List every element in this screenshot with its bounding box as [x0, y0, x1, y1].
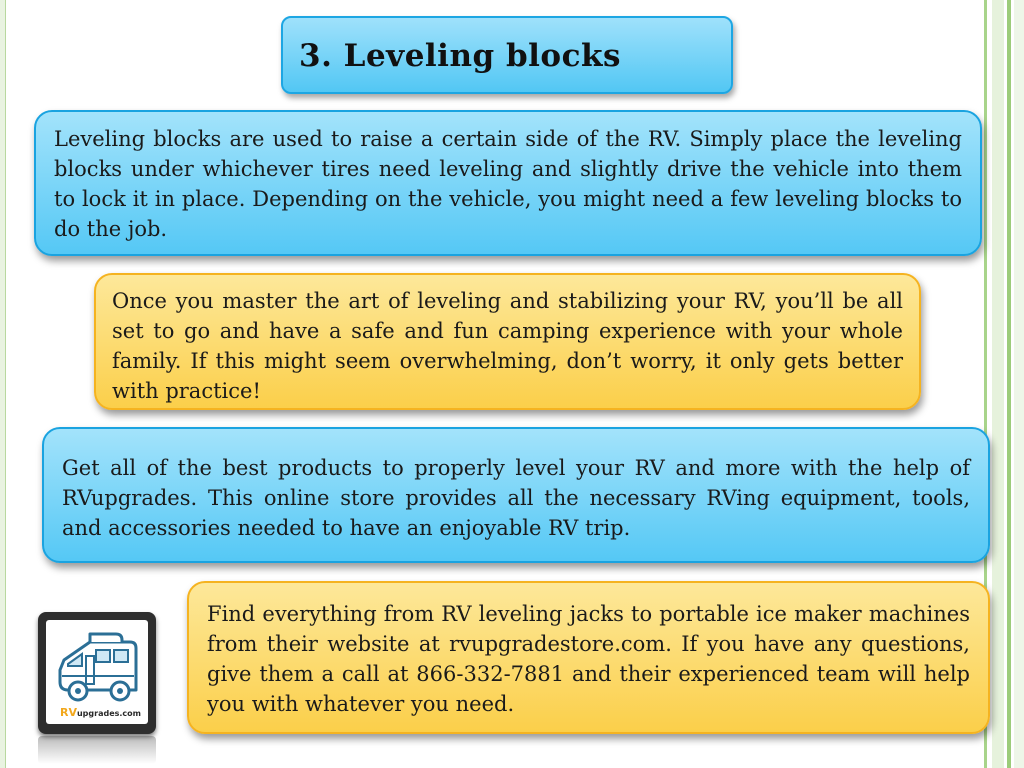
title-box	[281, 16, 733, 94]
rail-stripe	[1014, 0, 1024, 768]
logo-reflection	[38, 736, 156, 764]
rvupgrades-logo	[38, 612, 156, 734]
svg-text:RVupgrades.com	[60, 706, 141, 719]
card-text: Leveling blocks are used to raise a certain side of the RV. Simply place the leveling blocks under whichever tires need leveling and slightly drive the vehicle into them to lock it in place. Depending on the vehicle, you might need a few leveling blocks to do the job.	[54, 127, 962, 241]
card-master-leveling	[94, 273, 921, 410]
logo-brand-suffix: upgrades.com	[76, 709, 142, 718]
card-text: Once you master the art of leveling and stabilizing your RV, you’ll be all set to go and have a safe and fun camping experience with your whole family. If this might seem overwhelming, don’t worry, it only gets better with practice!	[112, 289, 903, 403]
card-text: Find everything from RV leveling jacks to portable ice maker machines from their website at rvupgradestore.com. If you have any questions, give them a call at 866-332-7881 and their experienced team will help you with whatever you need.	[207, 602, 970, 716]
left-border-decoration	[0, 0, 6, 768]
rv-vehicle-icon	[46, 620, 148, 724]
card-leveling-blocks	[34, 110, 982, 256]
card-text: Get all of the best products to properly level your RV and more with the help of RVupgrades. This online store provides all the necessary RVing equipment, tools, and accessories needed to have an enjoyable RV trip.	[62, 456, 970, 540]
logo-brand-prefix: RV	[60, 706, 77, 719]
rail-stripe	[1007, 0, 1011, 768]
card-rvupgrades-store	[42, 427, 990, 563]
logo-inner	[46, 620, 148, 724]
rail-stripe	[992, 0, 1004, 768]
slide-title: 3. Leveling blocks	[299, 38, 621, 74]
card-contact-info	[187, 581, 990, 734]
